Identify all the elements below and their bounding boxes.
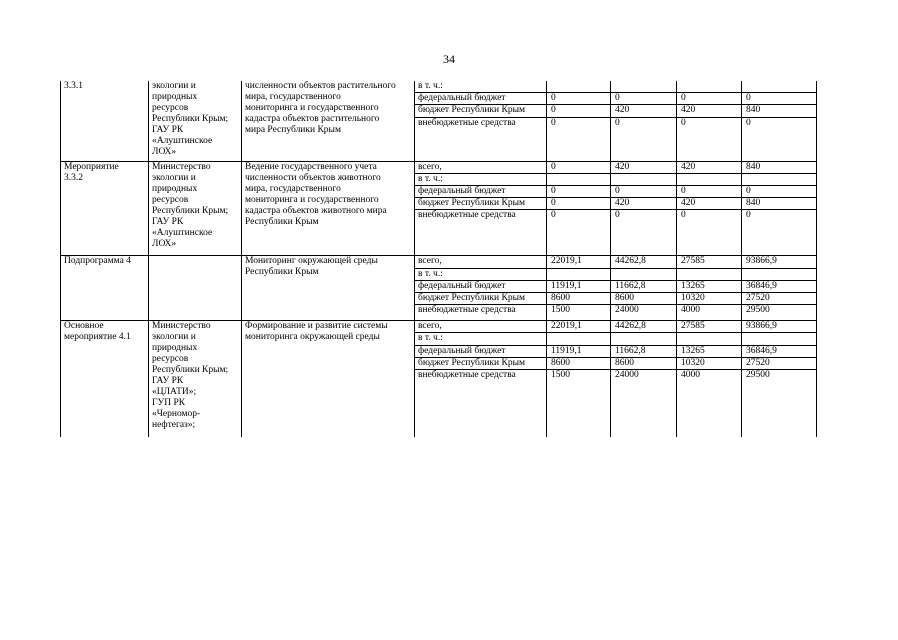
cell-line: Министерство xyxy=(152,161,211,172)
cell-line: 3.3.2 xyxy=(64,172,83,183)
cell-line: природных xyxy=(152,92,198,102)
cell-line: мониторинга и государственного xyxy=(245,103,379,113)
funding-source-label: всего, xyxy=(415,161,547,173)
value-cell xyxy=(611,173,677,185)
cell-line: экологии и xyxy=(152,332,196,343)
value-cell: 0 xyxy=(677,210,742,256)
value-cell: 8600 xyxy=(547,357,611,369)
value-cell xyxy=(742,333,817,345)
value-cell: 8600 xyxy=(611,357,677,369)
funding-source-label: бюджет Республики Крым xyxy=(415,293,547,305)
description-cell xyxy=(242,161,415,256)
cell-line: экологии и xyxy=(152,81,196,91)
page-number: 34 xyxy=(443,52,455,66)
funding-source-label: бюджет Республики Крым xyxy=(415,198,547,210)
item-number-cell xyxy=(61,256,149,321)
funding-source-label: внебюджетные средства xyxy=(415,210,547,256)
value-cell: 0 xyxy=(547,161,611,173)
value-cell: 0 xyxy=(547,105,611,117)
cell-line: численности объектов животного xyxy=(245,172,381,183)
value-cell: 13265 xyxy=(677,345,742,357)
value-cell: 11919,1 xyxy=(547,280,611,292)
value-cell: 8600 xyxy=(547,293,611,305)
cell-line: ресурсов xyxy=(152,354,189,365)
value-cell: 44262,8 xyxy=(611,321,677,333)
cell-line: Республики Крым; xyxy=(152,205,229,216)
value-cell: 0 xyxy=(742,186,817,198)
cell-line: ГАУ РК xyxy=(152,216,184,227)
value-cell: 24000 xyxy=(611,370,677,438)
funding-source-label: федеральный бюджет xyxy=(415,93,547,105)
value-cell: 0 xyxy=(677,186,742,198)
funding-source-label: федеральный бюджет xyxy=(415,345,547,357)
value-cell: 840 xyxy=(742,198,817,210)
cell-line: мира Республики Крым xyxy=(245,125,341,135)
cell-line: нефтегаз»; xyxy=(152,420,196,431)
value-cell: 840 xyxy=(742,105,817,117)
cell-line: ЛОХ» xyxy=(152,147,177,157)
funding-source-label: внебюджетные средства xyxy=(415,117,547,161)
funding-source-label: в т. ч.: xyxy=(415,268,547,280)
value-cell: 44262,8 xyxy=(611,256,677,268)
cell-line: Министерство xyxy=(152,321,211,332)
value-cell: 10320 xyxy=(677,293,742,305)
value-cell: 0 xyxy=(677,117,742,161)
cell-line: численности объектов растительного xyxy=(245,81,396,91)
value-cell: 840 xyxy=(742,161,817,173)
cell-line: «Алуштинское xyxy=(152,136,213,146)
value-cell: 10320 xyxy=(677,357,742,369)
funding-source-label: в т. ч.: xyxy=(415,81,547,93)
value-cell: 93866,9 xyxy=(742,256,817,268)
value-cell xyxy=(677,81,742,93)
cell-line: природных xyxy=(152,343,198,354)
value-cell: 0 xyxy=(611,93,677,105)
value-cell: 27520 xyxy=(742,357,817,369)
cell-line: «ЦЛАТИ»; xyxy=(152,387,197,398)
cell-line: ГАУ РК xyxy=(152,125,184,135)
value-cell: 420 xyxy=(677,161,742,173)
value-cell: 0 xyxy=(742,93,817,105)
item-number-cell xyxy=(61,161,149,256)
funding-source-label: всего, xyxy=(415,256,547,268)
value-cell: 11919,1 xyxy=(547,345,611,357)
table-row xyxy=(61,161,817,173)
value-cell xyxy=(611,81,677,93)
cell-line: «Алуштинское xyxy=(152,227,213,238)
value-cell: 0 xyxy=(611,210,677,256)
cell-line: ГУП РК xyxy=(152,398,186,409)
value-cell: 27520 xyxy=(742,293,817,305)
table-row xyxy=(61,81,817,93)
value-cell: 0 xyxy=(547,186,611,198)
funding-source-label: всего, xyxy=(415,321,547,333)
table-row xyxy=(61,321,817,333)
cell-line: Основное xyxy=(64,321,104,332)
cell-line: Республики Крым xyxy=(245,216,319,227)
description-cell xyxy=(242,321,415,437)
cell-line: экологии и xyxy=(152,172,196,183)
value-cell: 29500 xyxy=(742,305,817,321)
value-cell: 420 xyxy=(611,198,677,210)
cell-line: мероприятие 4.1 xyxy=(64,332,131,343)
value-cell xyxy=(547,173,611,185)
value-cell: 0 xyxy=(547,198,611,210)
value-cell: 0 xyxy=(742,117,817,161)
cell-line: «Черномор- xyxy=(152,409,201,420)
value-cell xyxy=(611,333,677,345)
value-cell xyxy=(742,81,817,93)
funding-source-label: федеральный бюджет xyxy=(415,280,547,292)
value-cell xyxy=(677,268,742,280)
cell-line: мира, государственного xyxy=(245,183,341,194)
value-cell xyxy=(611,268,677,280)
value-cell: 22019,1 xyxy=(547,321,611,333)
funding-source-label: бюджет Республики Крым xyxy=(415,105,547,117)
cell-line: Мероприятие xyxy=(64,161,119,172)
value-cell xyxy=(742,268,817,280)
item-number-cell xyxy=(61,321,149,437)
value-cell: 27585 xyxy=(677,321,742,333)
value-cell: 420 xyxy=(677,198,742,210)
cell-line: мониторинга окружающей среды xyxy=(245,332,380,343)
funding-source-label: бюджет Республики Крым xyxy=(415,357,547,369)
value-cell xyxy=(547,81,611,93)
value-cell xyxy=(677,333,742,345)
cell-line: ЛОХ» xyxy=(152,238,177,249)
value-cell: 4000 xyxy=(677,370,742,438)
funding-source-label: внебюджетные средства xyxy=(415,370,547,438)
cell-line: Республики Крым xyxy=(245,267,319,278)
cell-line: ресурсов xyxy=(152,103,189,113)
value-cell: 4000 xyxy=(677,305,742,321)
value-cell: 1500 xyxy=(547,305,611,321)
value-cell xyxy=(547,268,611,280)
cell-line: ГАУ РК xyxy=(152,376,184,387)
value-cell: 11662,8 xyxy=(611,345,677,357)
cell-line: Формирование и развитие системы xyxy=(245,321,388,332)
item-number-cell xyxy=(61,81,149,161)
value-cell: 0 xyxy=(547,93,611,105)
description-cell xyxy=(242,256,415,321)
executor-cell xyxy=(149,321,242,437)
value-cell: 29500 xyxy=(742,370,817,438)
value-cell: 27585 xyxy=(677,256,742,268)
cell-line: Республики Крым; xyxy=(152,114,229,124)
value-cell: 420 xyxy=(611,105,677,117)
value-cell: 0 xyxy=(547,117,611,161)
executor-cell xyxy=(149,256,242,321)
value-cell: 13265 xyxy=(677,280,742,292)
value-cell xyxy=(547,333,611,345)
value-cell: 24000 xyxy=(611,305,677,321)
value-cell: 36846,9 xyxy=(742,280,817,292)
value-cell: 0 xyxy=(677,93,742,105)
cell-line: кадастра объектов растительного xyxy=(245,114,380,124)
cell-line: Подпрограмма 4 xyxy=(64,256,131,267)
funding-source-label: в т. ч.: xyxy=(415,333,547,345)
value-cell: 1500 xyxy=(547,370,611,438)
funding-source-label: внебюджетные средства xyxy=(415,305,547,321)
value-cell: 22019,1 xyxy=(547,256,611,268)
value-cell xyxy=(677,173,742,185)
cell-line: Мониторинг окружающей среды xyxy=(245,256,378,267)
funding-source-label: в т. ч.: xyxy=(415,173,547,185)
executor-cell xyxy=(149,81,242,161)
value-cell: 11662,8 xyxy=(611,280,677,292)
funding-source-label: федеральный бюджет xyxy=(415,186,547,198)
value-cell: 420 xyxy=(611,161,677,173)
cell-line: кадастра объектов животного мира xyxy=(245,205,387,216)
value-cell: 36846,9 xyxy=(742,345,817,357)
table-row xyxy=(61,256,817,268)
value-cell xyxy=(742,173,817,185)
value-cell: 420 xyxy=(677,105,742,117)
cell-line: Республики Крым; xyxy=(152,365,229,376)
value-cell: 0 xyxy=(547,210,611,256)
value-cell: 8600 xyxy=(611,293,677,305)
cell-line: ресурсов xyxy=(152,194,189,205)
value-cell: 93866,9 xyxy=(742,321,817,333)
value-cell: 0 xyxy=(611,186,677,198)
cell-line: мира, государственного xyxy=(245,92,341,102)
executor-cell xyxy=(149,161,242,256)
value-cell: 0 xyxy=(611,117,677,161)
cell-line: Ведение государственного учета xyxy=(245,161,377,172)
description-cell xyxy=(242,81,415,161)
cell-line: 3.3.1 xyxy=(64,81,83,91)
cell-line: природных xyxy=(152,183,198,194)
budget-table xyxy=(60,81,817,437)
value-cell: 0 xyxy=(742,210,817,256)
cell-line: мониторинга и государственного xyxy=(245,194,379,205)
